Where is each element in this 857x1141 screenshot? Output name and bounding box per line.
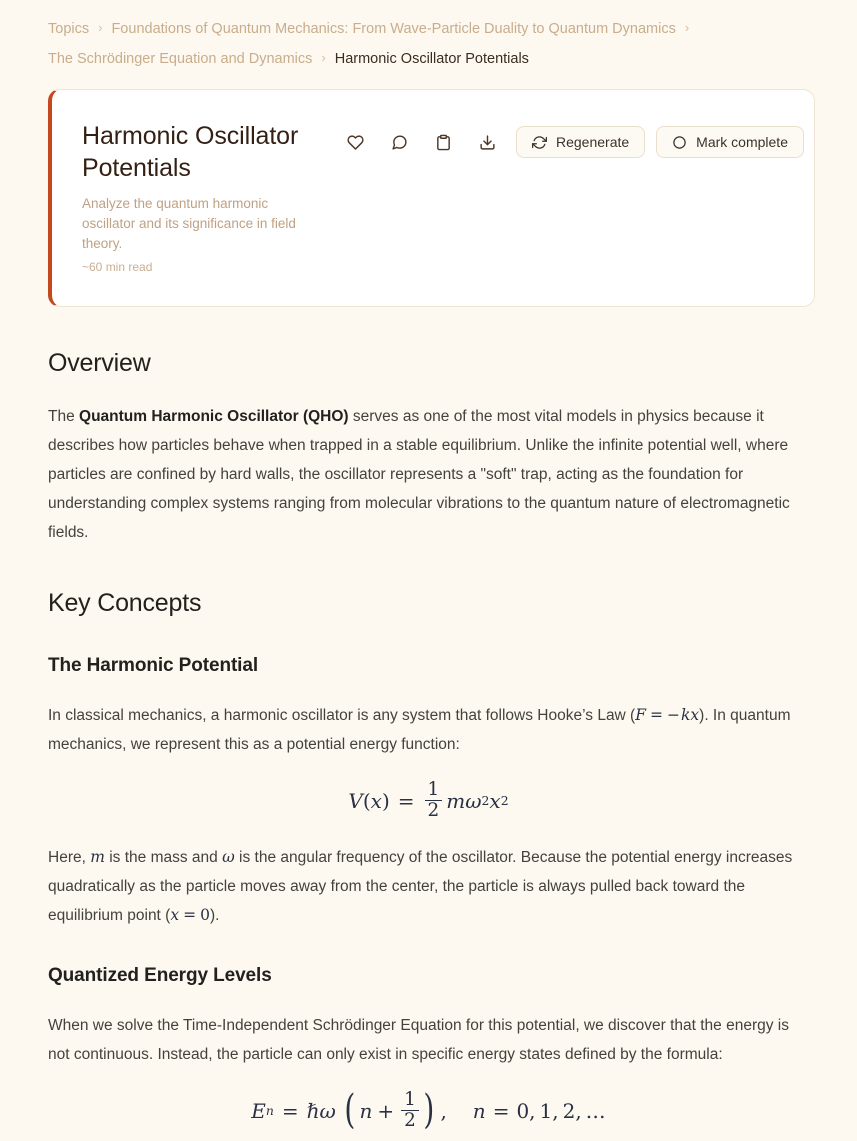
overview-text-pre: The <box>48 408 80 425</box>
fraction-one-half: $\frac{1}{2}$ <box>425 781 443 821</box>
breadcrumb-separator-icon: › <box>98 20 103 35</box>
regenerate-button[interactable] <box>516 126 645 158</box>
lesson-content <box>0 346 857 1141</box>
favorite-button[interactable] <box>340 127 370 157</box>
quantized-energy-paragraph: When we solve the Time-Independent Schrödinger Equation for this potential, we discover that the energy is not continuous. Instead, the particle can only exist in specific energy states defined by the formula: <box>48 1016 789 1063</box>
hp-p2-symbol-m: m <box>90 847 105 866</box>
breadcrumb-item-current: Harmonic Oscillator Potentials <box>334 51 529 67</box>
hp-p2-text-b: is the mass and <box>104 848 223 866</box>
lesson-header-text <box>82 120 340 276</box>
breadcrumb-item-foundations[interactable]: Foundations of Quantum Mechanics: From Wave-Particle Duality to Quantum Dynamics <box>111 21 676 37</box>
hp-p1-text-b: ). In quantum mechanics, we represent this as a potential energy function: <box>48 707 791 753</box>
hp-p1-text-a: In classical mechanics, a harmonic oscillator is any system that follows Hooke’s Law ( <box>48 707 636 724</box>
mark-complete-label: Mark complete <box>696 134 788 150</box>
hp-p1-inline-math: F = −kx <box>635 706 700 724</box>
clipboard-icon <box>435 134 452 151</box>
lesson-header-card <box>48 89 815 307</box>
download-button[interactable] <box>472 127 502 157</box>
comment-button[interactable] <box>384 127 414 157</box>
fraction-one-half: $\frac{1}{2}$ <box>401 1091 419 1131</box>
breadcrumb-item-schrodinger[interactable]: The Schrödinger Equation and Dynamics <box>48 51 313 67</box>
comment-icon <box>391 134 408 151</box>
overview-text-post: serves as one of the most vital models in physics because it describes how particles behave when trapped in a stable equilibrium. Unlike the infinite potential well, where particles are confined by hard walls, the oscillator represents a "soft" trap, acting as the foundation for understanding complex systems ranging from molecular vibrations to the quantum nature of electromagnetic fields. <box>48 408 790 541</box>
subsection-heading-harmonic-potential: The Harmonic Potential <box>48 655 259 676</box>
subsection-heading-quantized-energy: Quantized Energy Levels <box>48 964 272 986</box>
equation-energy-levels <box>48 1087 809 1134</box>
circle-icon <box>672 135 687 150</box>
breadcrumb-separator-icon: › <box>684 20 690 35</box>
harmonic-potential-paragraph-1 <box>48 701 809 759</box>
equation-energy-levels-body: E n = ℏ ω ( n + $\frac{1}{2}$ ) , n = 0, 1, 2, … <box>251 1087 606 1134</box>
overview-bold-term: Quantum Harmonic Oscillator (QHO) <box>79 408 349 425</box>
breadcrumb-item-topics[interactable]: Topics <box>48 21 90 37</box>
breadcrumb-separator-icon: › <box>321 50 326 65</box>
section-heading-key-concepts: Key Concepts <box>48 589 202 617</box>
heart-icon <box>347 134 364 151</box>
equation-potential-energy-body: V ( x ) = $\frac{1}{2}$ m ω 2 x 2 <box>348 779 509 822</box>
page-title: Harmonic Oscillator Potentials <box>82 122 299 182</box>
breadcrumb <box>0 0 857 74</box>
lesson-action-bar <box>340 120 804 158</box>
hp-p2-text-d: ). <box>209 906 220 924</box>
hp-p2-text-c: is the angular frequency of the oscillator. Because the potential energy increases quadratically as the particle moves away from the center, the particle is always pulled back toward the equilibrium point ( <box>48 848 793 924</box>
hp-p2-text-a: Here, <box>48 848 91 866</box>
section-heading-overview: Overview <box>48 349 151 377</box>
lesson-description: Analyze the quantum harmonic oscillator and its significance in field theory. <box>82 196 296 251</box>
harmonic-potential-paragraph-2 <box>48 843 809 930</box>
hp-p2-symbol-omega: ω <box>222 847 235 866</box>
equation-potential-energy <box>48 781 809 821</box>
regenerate-label: Regenerate <box>556 134 630 150</box>
hp-p2-inline-math: x = 0 <box>170 905 210 924</box>
copy-button[interactable] <box>428 127 458 157</box>
overview-paragraph <box>48 402 809 547</box>
read-time-label: ~60 min read <box>82 260 153 274</box>
download-icon <box>479 134 496 151</box>
refresh-icon <box>532 135 547 150</box>
mark-complete-button[interactable] <box>656 126 804 158</box>
